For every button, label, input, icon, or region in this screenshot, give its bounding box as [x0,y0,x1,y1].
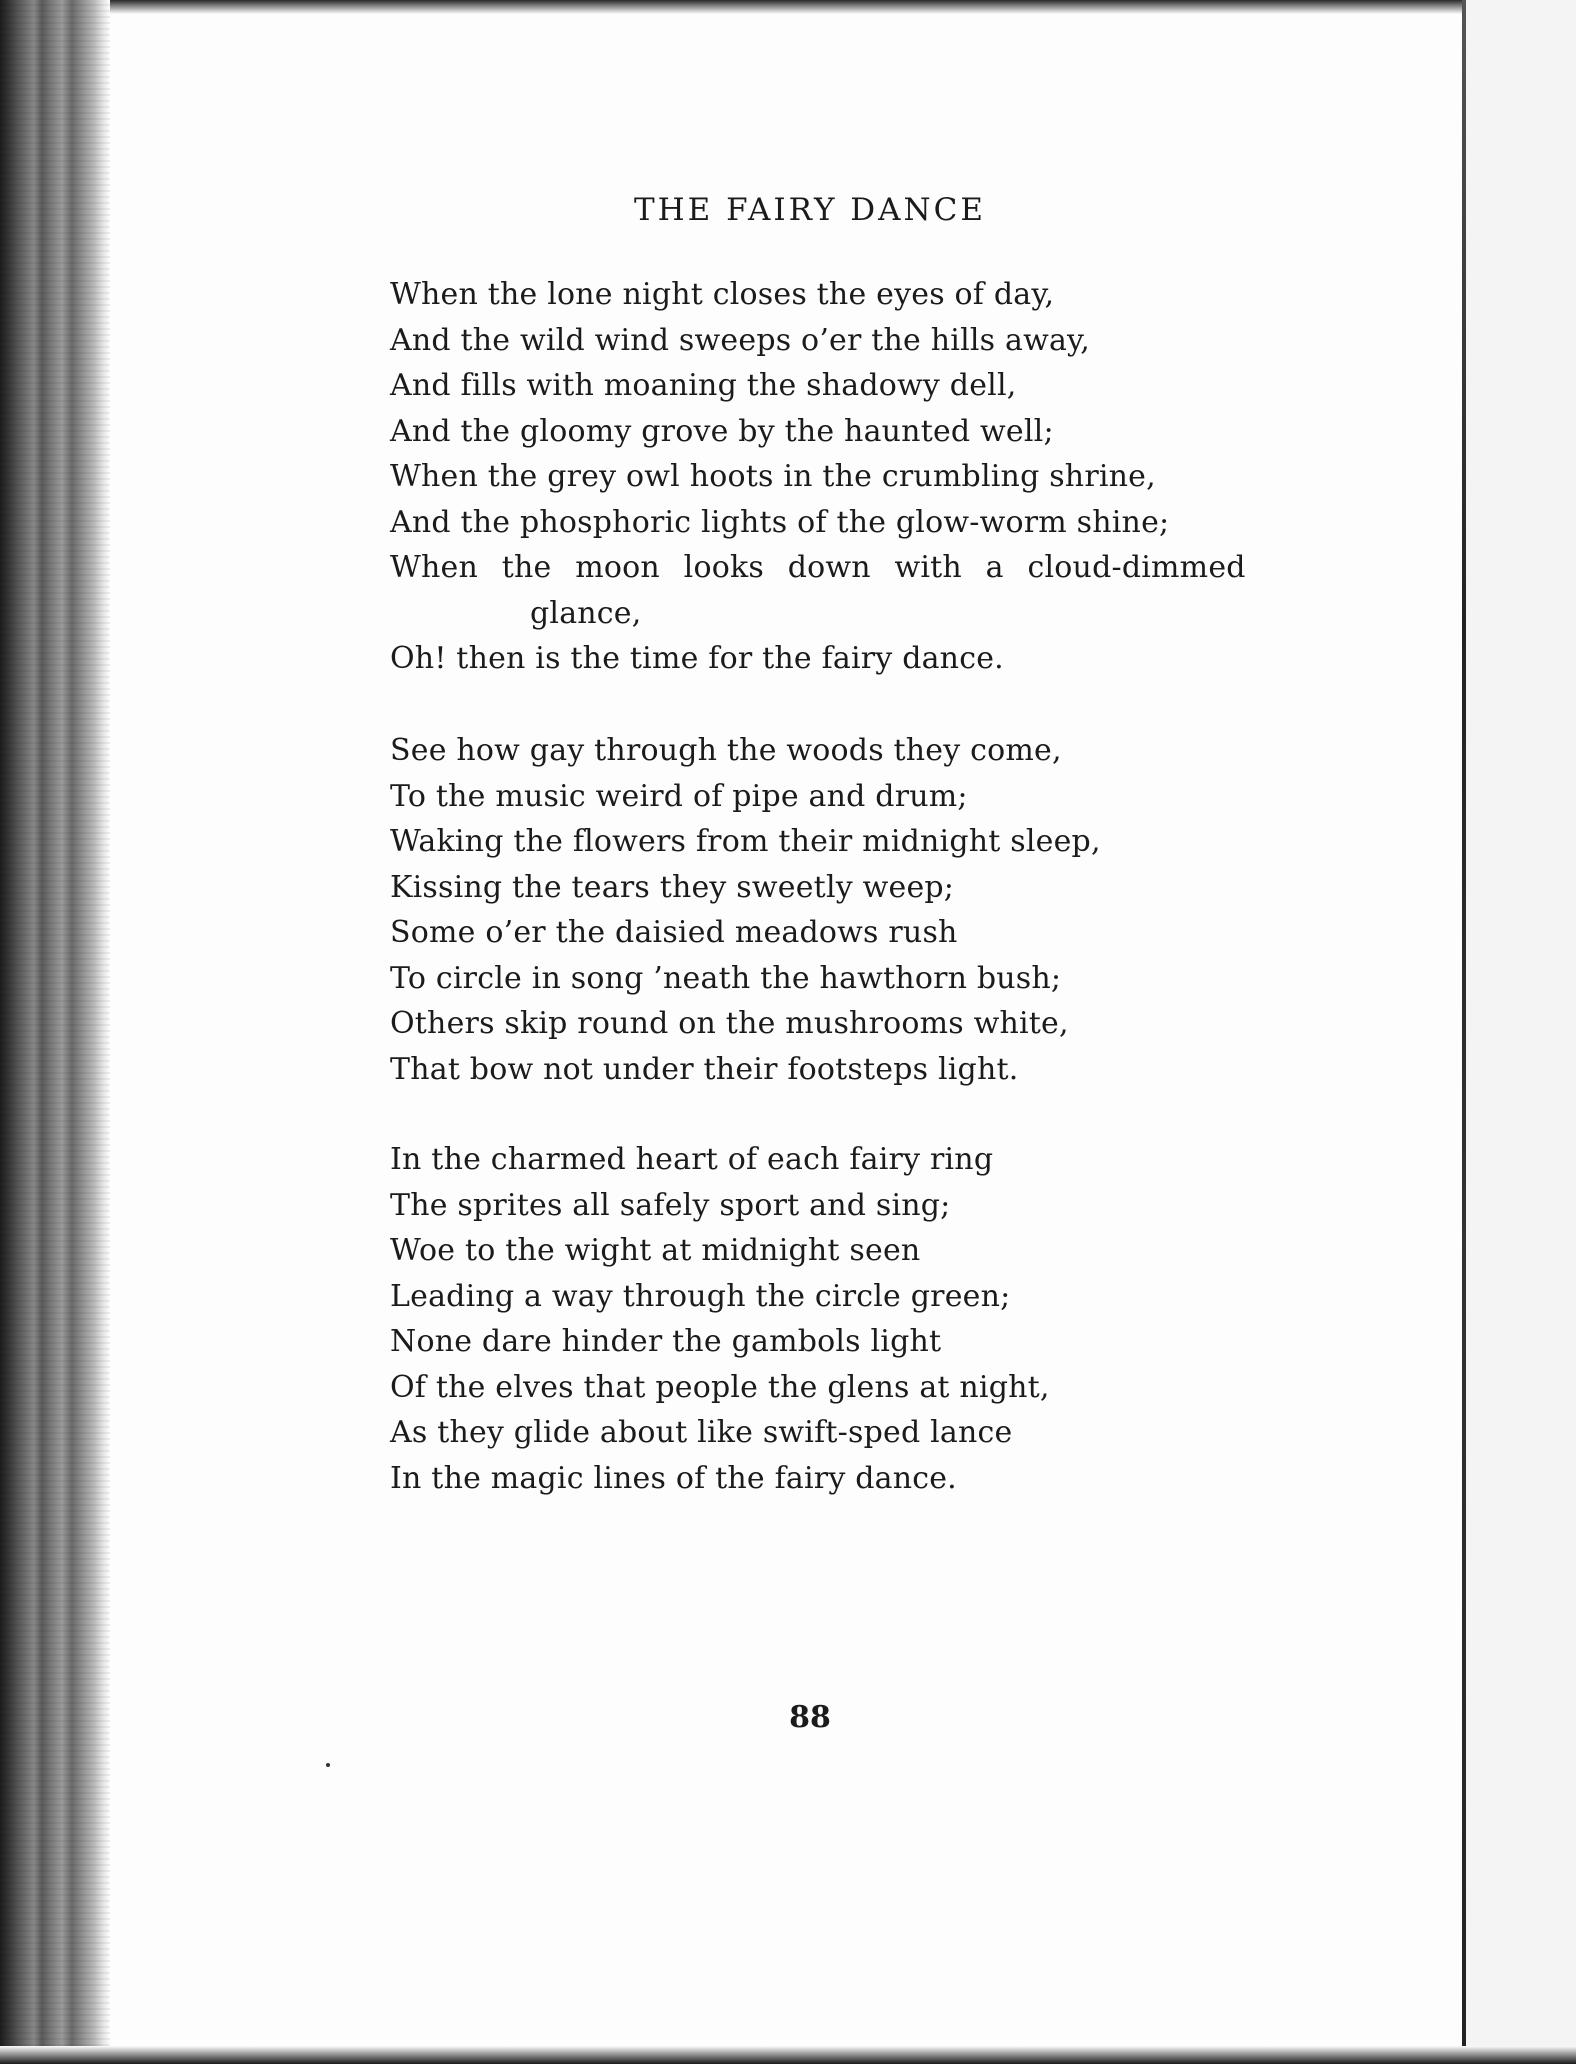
poem-line: And the phosphoric lights of the glow-worm shine; [390,504,1170,540]
stanza-3 [390,1137,1050,1501]
poem-line: In the magic lines of the fairy dance. [390,1460,957,1496]
poem-line: To the music weird of pipe and drum; [390,778,968,814]
poem-line: When the lone night closes the eyes of day, [390,277,1055,312]
poem-line: When the moon looks down with a cloud-dimmed [390,550,1246,585]
poem-line: Oh! then is the time for the fairy dance. [390,641,1004,676]
page-number: 88 [789,1700,831,1735]
stanza-1 [390,272,1246,682]
poem-line: The sprites all safely sport and sing; [390,1187,951,1223]
poem-line: And fills with moaning the shadowy dell, [390,368,1017,403]
poem-line: Waking the flowers from their midnight sleep, [390,824,1101,859]
poem-title: THE FAIRY DANCE [633,192,987,228]
poem-line: In the charmed heart of each fairy ring [390,1142,994,1177]
poem-line: And the wild wind sweeps o’er the hills away, [390,322,1090,358]
poem-line: Leading a way through the circle green; [390,1278,1011,1314]
poem-line: To circle in song ’neath the hawthorn bush; [390,960,1062,996]
stanza-2 [390,728,1101,1092]
poem-line: Others skip round on the mushrooms white, [390,1006,1069,1041]
poem-line: As they glide about like swift-sped lance [390,1415,1013,1450]
poem-line: See how gay through the woods they come, [390,733,1062,768]
ink-speck [326,1763,330,1767]
poem-line: Of the elves that people the glens at night, [390,1369,1050,1405]
poem-line: Woe to the wight at midnight seen [390,1233,921,1268]
poem-line: And the gloomy grove by the haunted well; [390,413,1054,449]
poem-line: When the grey owl hoots in the crumbling shrine, [390,459,1156,494]
poem-line-continuation: glance, [530,595,642,631]
poem-line: Kissing the tears they sweetly weep; [390,869,955,905]
poem-line: None dare hinder the gambols light [390,1324,942,1359]
poem-line: Some o’er the daisied meadows rush [390,915,958,950]
poem-line: That bow not under their footsteps light. [390,1051,1019,1087]
